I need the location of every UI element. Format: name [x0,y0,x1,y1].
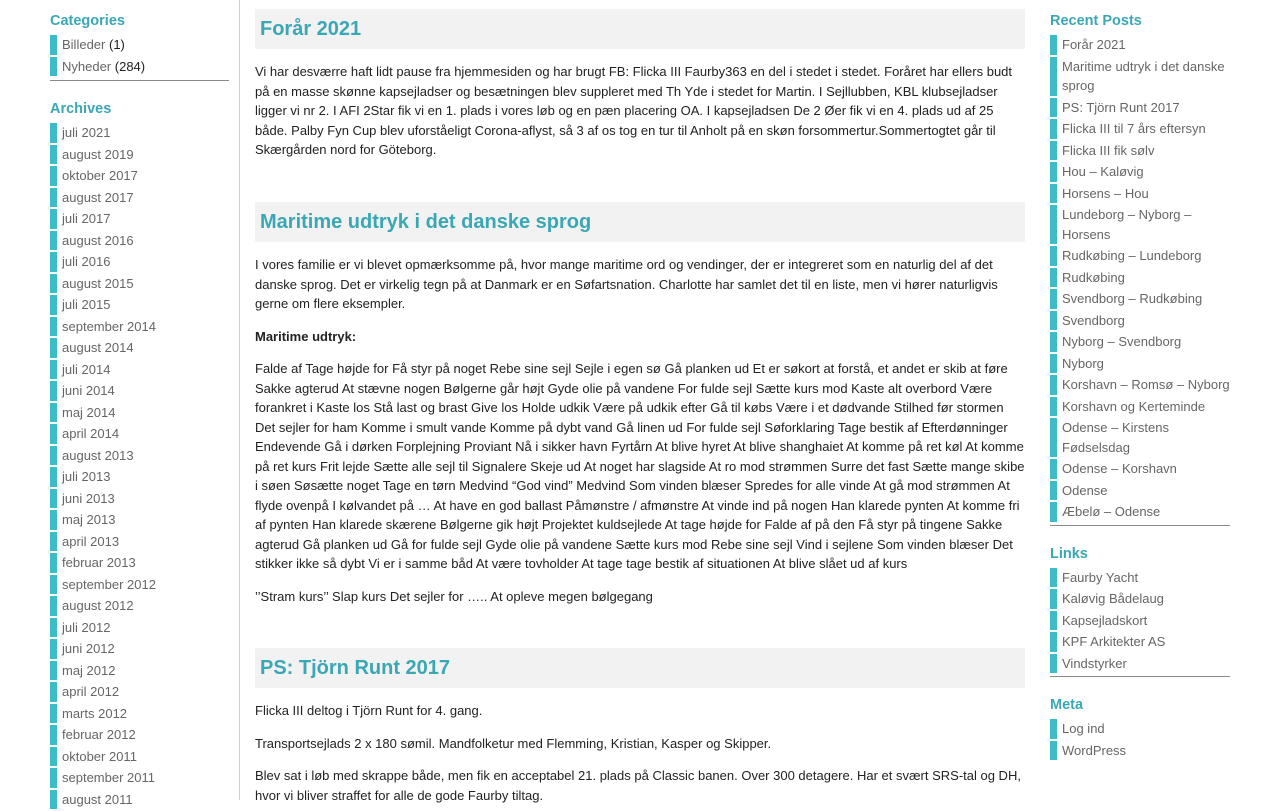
archive-link[interactable]: juli 2017 [62,211,111,226]
archive-link[interactable]: april 2013 [62,533,120,549]
blogroll-link[interactable]: Kapsejladskort [1062,612,1148,628]
post [255,648,1025,805]
recent-post-link[interactable]: Odense [1062,482,1108,498]
category-count: (1) [108,37,125,52]
archive-link[interactable]: august 2017 [62,189,134,205]
archive-link[interactable]: oktober 2011 [62,748,137,764]
archive-link[interactable]: august 2019 [62,146,134,162]
archive-link[interactable]: februar 2013 [62,555,136,570]
post-paragraph: Transportsejlads 2 x 180 sømil. Mandfolketur med Flemming, Kristian, Kasper og Skipper. [255,735,772,751]
archive-link[interactable]: maj 2013 [62,512,116,527]
post [255,9,1025,160]
recent-post-item[interactable] [1050,184,1230,204]
archive-link[interactable]: juni 2014 [62,383,115,398]
post-body [255,255,1025,606]
post-title[interactable]: Maritime udtryk i det danske sprog [255,202,1025,242]
recent-post-link[interactable]: Rudkøbing – Lundeborg [1062,248,1202,263]
archive-link[interactable]: februar 2012 [62,727,136,742]
recent-post-link[interactable]: Maritime udtryk i det danske sprog [1062,58,1225,93]
recent-post-item[interactable] [1050,98,1230,118]
recent-post-link[interactable]: Forår 2021 [1062,37,1126,52]
recent-posts-heading: Recent Posts [1050,13,1142,29]
recent-post-link[interactable]: Svendborg [1062,312,1125,328]
recent-post-link[interactable]: Svendborg – Rudkøbing [1062,291,1203,306]
recent-post-link[interactable]: Flicka III fik sølv [1062,142,1155,158]
archive-item[interactable] [50,489,229,509]
archive-item[interactable] [50,596,229,616]
meta-link[interactable]: Log ind [1062,721,1105,736]
recent-post-link[interactable]: Korshavn – Romsø – Nyborg [1062,377,1230,392]
recent-post-link[interactable]: Korshavn og Kerteminde [1062,398,1206,414]
post-title[interactable]: PS: Tjörn Runt 2017 [255,648,1025,688]
recent-post-item[interactable] [1050,481,1230,501]
recent-post-item[interactable] [1050,418,1230,457]
archive-item[interactable] [50,209,229,229]
blogroll-item[interactable] [1050,611,1230,631]
recent-post-link[interactable]: PS: Tjörn Runt 2017 [1062,99,1180,115]
archive-link[interactable]: september 2011 [62,770,155,785]
recent-post-item[interactable] [1050,354,1230,374]
archive-item[interactable] [50,295,229,315]
archive-link[interactable]: august 2013 [62,447,134,463]
recent-post-link[interactable]: Rudkøbing [1062,269,1125,285]
archive-item[interactable] [50,188,229,208]
archive-item[interactable] [50,532,229,552]
meta-heading: Meta [1050,697,1084,713]
category-link[interactable]: Nyheder [62,58,112,74]
archive-item[interactable] [50,123,229,143]
recent-post-item[interactable] [1050,205,1230,244]
post-body [255,701,1025,805]
archive-item[interactable] [50,639,229,659]
archive-item[interactable] [50,360,229,380]
recent-post-item[interactable] [1050,375,1230,395]
archive-item[interactable] [50,467,229,487]
category-item[interactable] [50,57,229,77]
meta-link[interactable]: WordPress [1062,742,1127,758]
archive-link[interactable]: september 2012 [62,576,156,592]
recent-post-item[interactable] [1050,162,1230,182]
post [255,202,1025,606]
archive-item[interactable] [50,618,229,638]
post-paragraph: I vores familie er vi blevet opmærksomme på, hvor mange maritime ord og vendinger, der er integreret som en naturlig del af det danske sprog. Det er virkelig tegn på at Danmark er en Søfartsnation. Charlotte har samlet det til en liste, men vi hører naturligvis gerne om flere eksempler. [255,257,998,311]
links-heading: Links [1050,545,1088,562]
post-paragraph: Vi har desværre haft lidt pause fra hjemmesiden og har brugt FB: Flicka III Faurby363 en del i stedet i stedet. Foråret har ellers budt på en masse skønne kapsejladser og besætningen blev suppleret med Th Yde i stedet for Martin. I Sejllubben, KBL klubsejladser ligger vi nr 2. I AFI 2Star fik vi en 1. plads i vores løb og en pæn placering OA. I kapsejladsen De 2 Øer fik vi en 4. plads ud af 25 både. Palby Fyn Cup blev uforståeligt Corona-aflyst, så 3 af os tog en tur til Anholt på en skøn forsommertur.Sommertogtet går til Skærgården nord for Göteborg. [255,64,1013,157]
archive-link[interactable]: august 2015 [62,275,134,291]
recent-post-item[interactable] [1050,397,1230,417]
recent-post-item[interactable] [1050,35,1230,55]
archive-link[interactable]: august 2012 [62,598,134,613]
recent-post-item[interactable] [1050,246,1230,266]
archive-item[interactable] [50,446,229,466]
recent-post-link[interactable]: Hou – Kaløvig [1062,164,1144,179]
archive-link[interactable]: maj 2014 [62,404,116,420]
archive-link[interactable]: oktober 2017 [62,168,138,183]
blogroll-item[interactable] [1050,632,1230,652]
blogroll-link[interactable]: Vindstyrker [1062,655,1127,671]
blogroll-item[interactable] [1050,654,1230,674]
blogroll-link[interactable]: KPF Arkitekter AS [1062,634,1166,649]
meta-item[interactable] [1050,719,1230,739]
category-item[interactable] [50,35,229,55]
archive-item[interactable] [50,768,229,788]
recent-post-item[interactable] [1050,332,1230,352]
blogroll-item[interactable] [1050,568,1230,588]
archive-link[interactable]: august 2011 [62,791,133,807]
recent-post-link[interactable]: Odense – Kirstens Fødselsdag [1062,420,1169,455]
archive-item[interactable] [50,790,229,810]
recent-post-link[interactable]: Nyborg [1062,355,1104,371]
blogroll-item[interactable] [1050,589,1230,609]
recent-post-link[interactable]: Nyborg – Svendborg [1062,334,1182,349]
archive-item[interactable] [50,381,229,401]
archive-item[interactable] [50,575,229,595]
archive-link[interactable]: marts 2012 [62,705,128,721]
left-sidebar [0,0,240,807]
post-subheading: Maritime udtryk: [255,328,357,344]
recent-post-link[interactable]: Lundeborg – Nyborg – Horsens [1062,207,1192,242]
post-paragraph: Flicka III deltog i Tjörn Runt for 4. gang. [255,703,483,718]
archive-link[interactable]: august 2016 [62,232,134,248]
archives-list [50,123,229,809]
recent-post-link[interactable]: Odense – Korshavn [1062,461,1177,476]
archive-item[interactable] [50,166,229,186]
archive-item[interactable] [50,747,229,767]
archive-item[interactable] [50,682,229,702]
archive-link[interactable]: juli 2013 [62,469,111,484]
archive-link[interactable]: maj 2012 [62,662,116,678]
post-title[interactable]: Forår 2021 [255,9,1025,49]
categories-list [50,35,229,81]
archive-item[interactable] [50,424,229,444]
archive-link[interactable]: august 2014 [62,340,134,355]
post-paragraph: Blev sat i løb med skrappe både, men fik en acceptabel 21. plads på Classic banen. Over 300 detagere. Har et svært SRS-tal og DH, hvor vi bliver straffet for alle de gode Faurby tiltag. [255,768,1021,803]
recent-post-item[interactable] [1050,459,1230,479]
recent-post-item[interactable] [1050,289,1230,309]
categories-heading: Categories [50,13,125,29]
archive-link[interactable]: april 2012 [62,684,120,699]
recent-post-link[interactable]: Æbelø – Odense [1062,504,1161,519]
archive-item[interactable] [50,661,229,681]
post-paragraph: ’’Stram kurs’’ Slap kurs Det sejler for ….. At opleve megen bølgegang [255,588,653,604]
recent-posts-list [1050,35,1230,526]
archive-item[interactable] [50,704,229,724]
archive-item[interactable] [50,553,229,573]
archive-item[interactable] [50,338,229,358]
category-link[interactable]: Billeder [62,37,106,52]
archive-item[interactable] [50,317,229,337]
archive-link[interactable]: juli 2014 [62,361,111,377]
recent-post-item[interactable] [1050,268,1230,288]
recent-post-item[interactable] [1050,502,1230,522]
recent-post-item[interactable] [1050,119,1230,139]
archive-item[interactable] [50,725,229,745]
blogroll-link[interactable]: Faurby Yacht [1062,569,1139,585]
archives-heading: Archives [50,101,112,117]
post-paragraph: Falde af Tage højde for Få styr på noget Rebe sine sejl Sejle i egen sø Gå planken ud Et er søkort at forstå, et andet er skib at føre Sakke agterud At stævne nogen Bølgerne går højt Gyde olie på vandene For fulde sejl Sætte kurs mod Kaste alt overbord Være forankret i Kaste los Stå last og brast Give los Holde udkik Være på udkik efter Gå til købs Være i et dødvande Stilhed før stormen Det sejler for ham Komme i smult vande Komme på dybt vand Gå linen ud For fulde sejl Søforklaring Tage bestik af Efterdønninger Endevende Gå i dørken Forplejning Proviant Nå i sikker havn Fyrtårn At blive hyret At blive shanghaiet At komme på ret køl At komme på ret kurs Frit lejde Sætte alle sejl til Signalere Skeje ud At noget har slagside At ro mod strømmen Surre det fast Sætte mange skibe i søen Søsætte noget Tage en tørn Medvind “God vind” Medvind Som vinden blæser Spredes for alle vinde At gå mod strømmen At flyde ovenpå I kølvandet på … At have en god ballast Påmønstre / afmønstre At vinde ind på nogen Han klarede pynten At komme fri af pynten Han klarede skærene Bølgerne gik højt Projektet kuldsejlede At tage højde for Falde af på den Få styr på tingene Sakke agterud Gå planken ud Gå for fulde sejl Gyde olie på vandene Sætte kurs mod Rebe sine sejl Vind i sejlene Som vinden blæser Det stikker ikke så dybt Vi er i samme båd At være tovholder At tage tage bestik af situationen At blive slået ud af kurs [255,361,1025,571]
archive-item[interactable] [50,510,229,530]
archive-link[interactable]: juni 2012 [62,641,115,656]
archive-link[interactable]: juli 2015 [62,297,111,312]
archive-link[interactable]: september 2014 [62,318,156,334]
recent-post-item[interactable] [1050,57,1230,96]
archive-item[interactable] [50,274,229,294]
archive-link[interactable]: april 2014 [62,426,120,441]
recent-post-item[interactable] [1050,141,1230,161]
archive-item[interactable] [50,252,229,272]
archive-link[interactable]: juli 2021 [62,125,111,140]
right-sidebar [1050,0,1230,762]
meta-list [1050,719,1230,760]
category-count: (284) [114,58,146,74]
blogroll-link[interactable]: Kaløvig Bådelaug [1062,591,1164,606]
meta-item[interactable] [1050,741,1230,761]
archive-link[interactable]: juni 2013 [62,490,115,506]
recent-post-link[interactable]: Flicka III til 7 års eftersyn [1062,121,1206,136]
left-sidebar-inner [50,0,229,811]
recent-post-item[interactable] [1050,311,1230,331]
post-body [255,62,1025,160]
archive-link[interactable]: juli 2012 [62,619,111,635]
archive-item[interactable] [50,403,229,423]
recent-post-link[interactable]: Horsens – Hou [1062,185,1149,201]
links-list [1050,568,1230,678]
archive-link[interactable]: juli 2016 [62,254,111,269]
archive-item[interactable] [50,145,229,165]
archive-item[interactable] [50,231,229,251]
